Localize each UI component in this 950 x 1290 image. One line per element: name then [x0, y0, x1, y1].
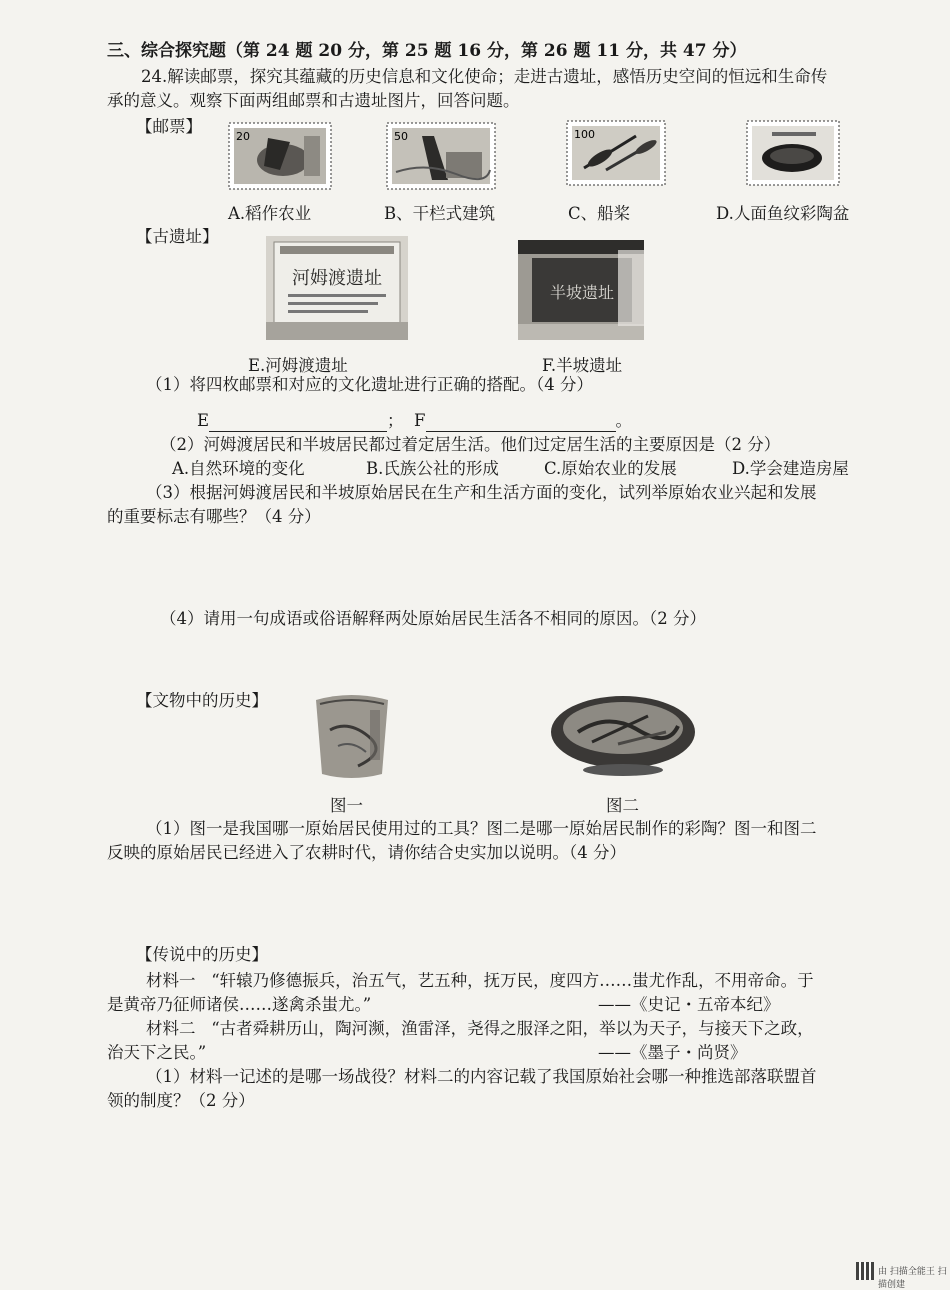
q24-sub4: （4）请用一句成语或俗语解释两处原始居民生活各不相同的原因。（2 分）	[160, 609, 706, 628]
material1-line2: 是黄帝乃征师诸侯……遂禽杀蚩尤。”	[107, 995, 372, 1014]
hemudu-sign-text: 河姆渡遗址	[292, 268, 382, 289]
stamp-fish-basin-image	[746, 120, 840, 186]
q24-sub1: （1）将四枚邮票和对应的文化遗址进行正确的搭配。（4 分）	[146, 375, 593, 394]
answer-end: 。	[615, 411, 632, 430]
material2-line2: 治天下之民。”	[107, 1043, 207, 1062]
legends-q1-line2: 领的制度？（2 分）	[107, 1091, 255, 1110]
answer-blank-e[interactable]	[209, 415, 387, 432]
q24-sub2-option-b[interactable]: B.氏族公社的形成	[366, 459, 499, 478]
material1-line1	[146, 970, 814, 992]
q24-sub2-option-d[interactable]: D.学会建造房屋	[732, 459, 849, 478]
fig2-painted-pottery-image	[548, 692, 698, 778]
fig2-caption: 图二	[606, 796, 639, 815]
q24-sub2-option-a[interactable]: A.自然环境的变化	[172, 459, 305, 478]
stamp-a-denomination: 20	[236, 130, 250, 143]
answer-blank-f[interactable]	[426, 415, 616, 432]
q24-sub3-line1: （3）根据河姆渡居民和半坡原始居民在生产和生活方面的变化，试列举原始农业兴起和发展	[146, 483, 817, 502]
fig1-bone-tool-image	[308, 690, 394, 782]
fig1-caption: 图一	[330, 796, 363, 815]
relics-heading: 【文物中的历史】	[136, 691, 268, 710]
material2-quote-line1: “古者舜耕历山，陶河濒，渔雷泽，尧得之服泽之阳，举以为天子，与接天下之政，	[211, 1019, 814, 1038]
material1-quote-line1: “轩辕乃修德振兵，治五气，艺五种，抚万民，度四方……蚩尤作乱，不用帝命。于	[211, 971, 814, 990]
legends-heading: 【传说中的历史】	[136, 945, 268, 964]
stamp-c-denomination: 100	[574, 128, 595, 141]
q24-sub2: （2）河姆渡居民和半坡居民都过着定居生活。他们过定居生活的主要原因是（2 分）	[160, 435, 781, 454]
answer-label-f: F	[414, 411, 426, 430]
stamp-c-caption: C、船桨	[568, 204, 631, 223]
banpo-sign-text: 半坡遗址	[549, 283, 615, 302]
relics-q1-line1: （1）图一是我国哪一原始居民使用过的工具？图二是哪一原始居民制作的彩陶？图一和图二	[146, 819, 817, 838]
stamp-stilt-house-image	[386, 122, 496, 190]
legends-q1-line1: （1）材料一记述的是哪一场战役？材料二的内容记载了我国原始社会哪一种推选部落联盟首	[146, 1067, 817, 1086]
site-e-caption: E.河姆渡遗址	[248, 356, 348, 375]
q24-intro-line1: 24.解读邮票，探究其蕴藏的历史信息和文化使命；走进古遗址，感悟历史空间的恒远和生命传	[141, 67, 828, 86]
answer-label-e: E	[197, 411, 210, 430]
section-title: 三、综合探究题（第 24 题 20 分，第 25 题 16 分，第 26 题 11 分，共 47 分）	[107, 41, 747, 61]
stamp-b-caption: B、干栏式建筑	[384, 204, 496, 223]
scanner-watermark: 由 扫描全能王 扫描创建	[878, 1267, 947, 1290]
material1-source: ——《史记・五帝本纪》	[598, 995, 780, 1014]
sites-heading: 【古遗址】	[136, 227, 219, 246]
stamp-b-denomination: 50	[394, 130, 408, 143]
qr-code-icon	[856, 1262, 874, 1280]
stamp-d-caption: D.人面鱼纹彩陶盆	[716, 204, 850, 223]
stamps-heading: 【邮票】	[136, 117, 202, 136]
material2-line1	[146, 1018, 814, 1040]
material2-label: 材料二	[146, 1019, 196, 1038]
relics-q1-line2: 反映的原始居民已经进入了农耕时代，请你结合史实加以说明。（4 分）	[107, 843, 626, 862]
hemudu-site-image	[266, 236, 408, 340]
q24-sub1-answer-line	[197, 410, 632, 432]
stamp-paddle-image	[566, 120, 666, 186]
material2-source: ——《墨子・尚贤》	[598, 1043, 747, 1062]
answer-separator: ；	[387, 411, 404, 430]
q24-intro-line2: 承的意义。观察下面两组邮票和古遗址图片，回答问题。	[107, 91, 520, 110]
q24-sub2-option-c[interactable]: C.原始农业的发展	[544, 459, 677, 478]
stamp-rice-farming-image	[228, 122, 332, 190]
material1-label: 材料一	[146, 971, 196, 990]
site-f-caption: F.半坡遗址	[542, 356, 623, 375]
stamp-a-caption: A.稻作农业	[228, 204, 312, 223]
banpo-site-image	[518, 240, 644, 340]
q24-sub3-line2: 的重要标志有哪些？（4 分）	[107, 507, 321, 526]
